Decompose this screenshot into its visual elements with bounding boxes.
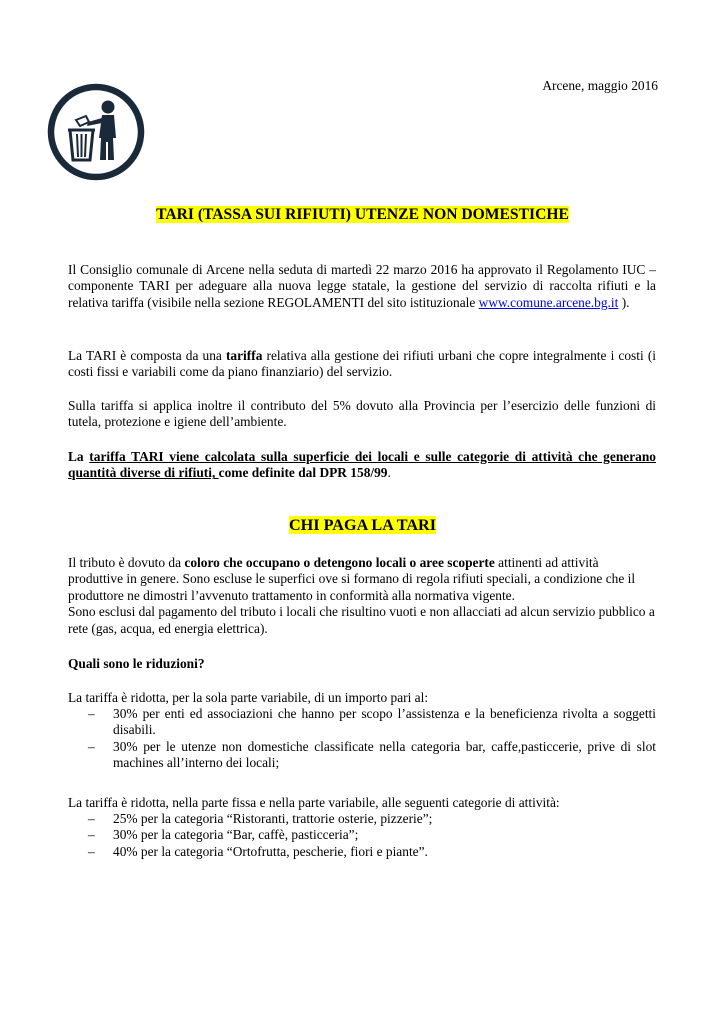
list-item: – 30% per la categoria “Bar, caffè, pasticceria”; bbox=[88, 827, 359, 843]
dash-bullet: – bbox=[88, 738, 95, 754]
list-item: – 25% per la categoria “Ristoranti, trattorie osterie, pizzerie”; bbox=[88, 811, 433, 826]
paragraph-composizione: La TARI è composta da una tariffa relativa alla gestione dei rifiuti urbani che copre integralmente i costi (i costi fissi e variabili come da piano finanziario) del servizio. bbox=[68, 348, 656, 380]
riduzioni-intro: La tariffa è ridotta, per la sola parte variabile, di un importo pari al: bbox=[68, 690, 429, 705]
riduzioni-heading: Quali sono le riduzioni? bbox=[68, 656, 205, 671]
trash-bin-person-icon bbox=[46, 82, 146, 182]
categorie-list bbox=[68, 811, 656, 860]
paragraph-calcolo: La tariffa TARI viene calcolata sulla superficie dei locali e sulle categorie di attività che generano quantità diverse di rifiuti, come definite dal DPR 158/99. bbox=[68, 449, 656, 481]
list-item: – 30% per enti ed associazioni che hanno per scopo l’assistenza e la beneficienza rivolta a soggetti disabili. bbox=[88, 706, 656, 738]
date-line: Arcene, maggio 2016 bbox=[542, 78, 658, 93]
paragraph-chi-paga: Il tributo è dovuto da coloro che occupano o detengono locali o aree scoperte attinenti ad attività produttive in genere. Sono escluse le superfici ove si formano di regola rifiuti speciali, a condizione che il produttore ne dimostri l’avvenuto trattamento in conformità alla normativa vigente. Sono esclusi dal pagamento del tributo i locali che risultino vuoti e non allacciati ad alcun servizio pubblico a rete (gas, acqua, ed energia elettrica). bbox=[68, 555, 655, 636]
section-title-chi-paga: CHI PAGA LA TARI bbox=[288, 516, 437, 534]
list-item: – 30% per le utenze non domestiche classificate nella categoria bar, caffe,pasticcerie, prive di slot machines all’interno dei locali; bbox=[88, 738, 656, 771]
list-item: – 40% per la categoria “Ortofrutta, pescherie, fiori e piante”. bbox=[88, 843, 428, 859]
categorie-intro: La tariffa è ridotta, nella parte fissa e nella parte variabile, alle seguenti categorie di attività: bbox=[68, 795, 560, 810]
dash-bullet: – bbox=[88, 706, 95, 721]
dash-bullet: – bbox=[88, 843, 95, 859]
page-title: TARI (TASSA SUI RIFIUTI) UTENZE NON DOMESTICHE bbox=[156, 206, 569, 223]
dash-bullet: – bbox=[88, 811, 95, 826]
site-link[interactable]: www.comune.arcene.bg.it bbox=[478, 294, 619, 310]
riduzioni-list bbox=[68, 706, 656, 772]
paragraph-regolamento: Il Consiglio comunale di Arcene nella seduta di martedì 22 marzo 2016 ha approvato il Regolamento IUC – componente TARI per adeguare alla nuova legge statale, la gestione del servizio di raccolta rifiuti e la relativa tariffa (visibile nella sezione REGOLAMENTI del sito istituzionale www.comune.arcene.bg.it ). bbox=[68, 262, 656, 310]
dash-bullet: – bbox=[88, 827, 95, 843]
paragraph-contributo: Sulla tariffa si applica inoltre il contributo del 5% dovuto alla Provincia per l’esercizio delle funzioni di tutela, protezione e igiene dell’ambiente. bbox=[68, 398, 656, 430]
